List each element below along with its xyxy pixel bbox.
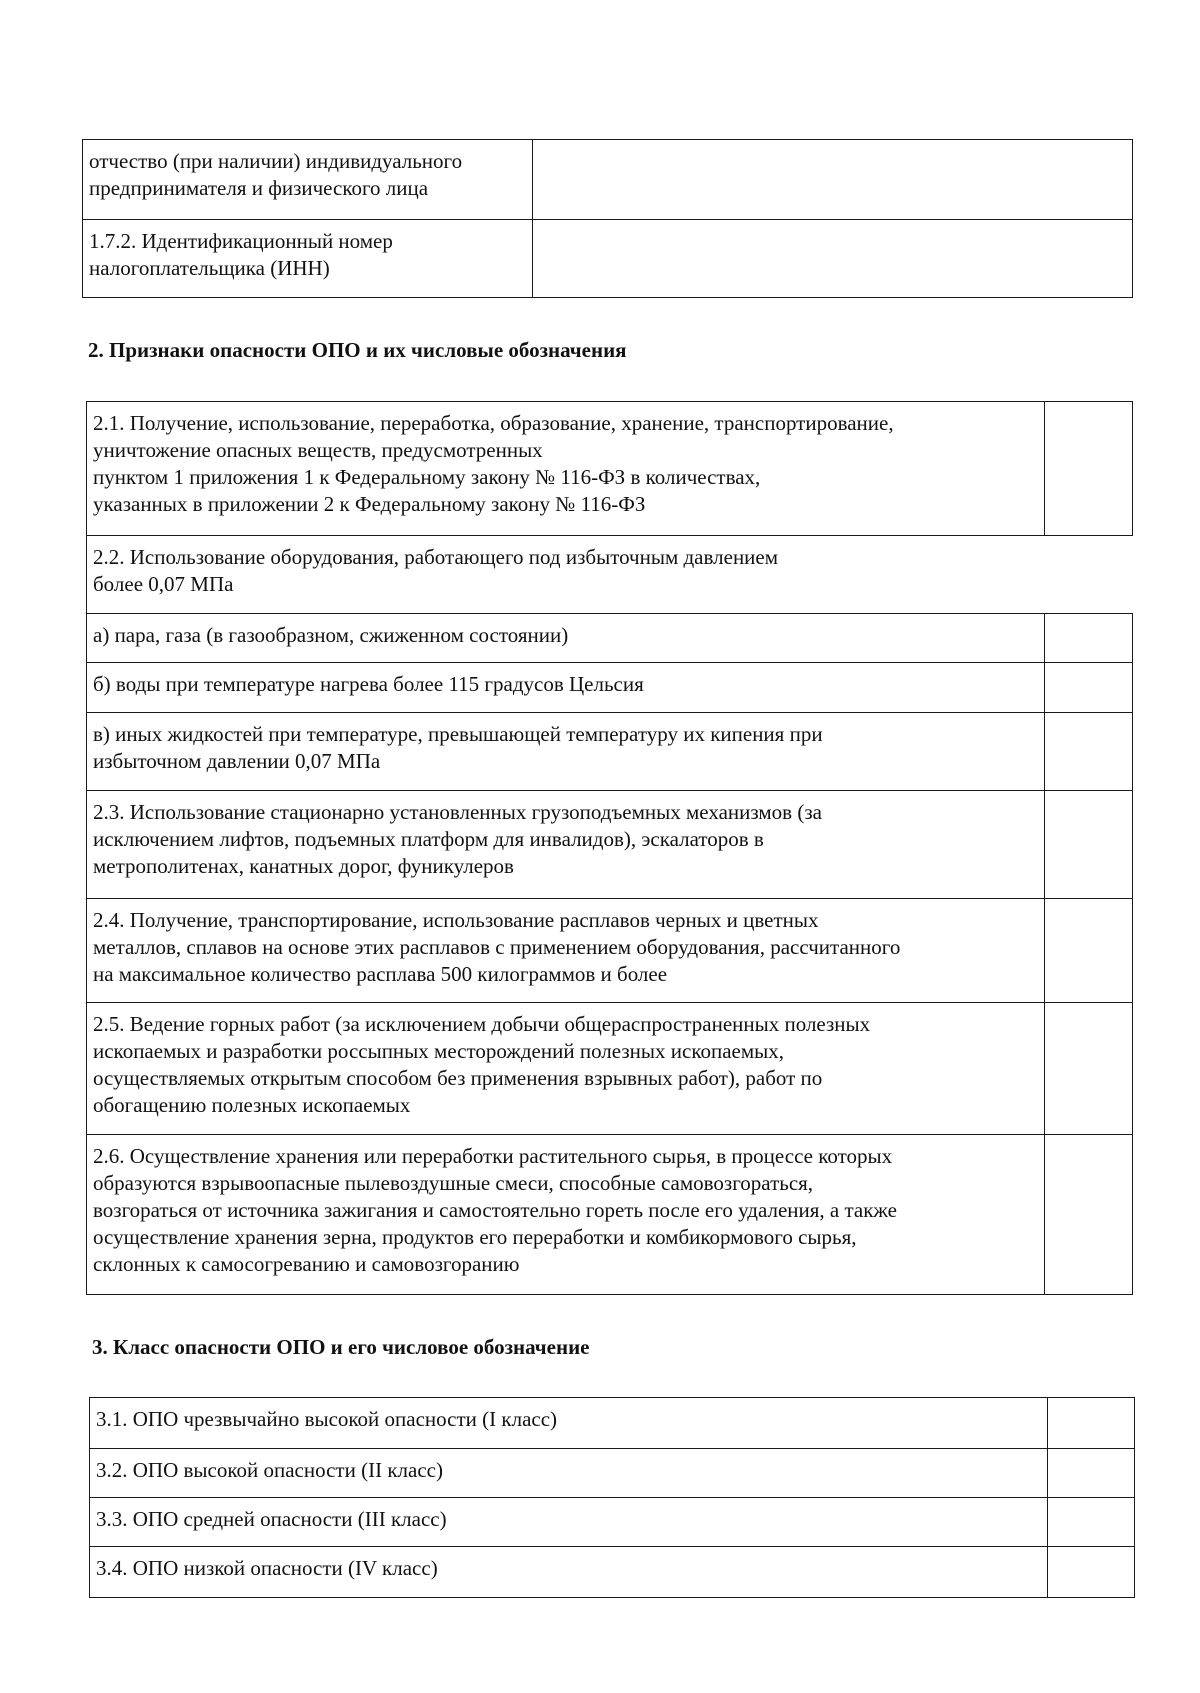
table-row: [87, 663, 1133, 713]
feature-value-cell[interactable]: [1045, 1135, 1133, 1295]
value-cell[interactable]: [533, 140, 1133, 220]
table-row: [87, 536, 1133, 614]
class-value-cell[interactable]: [1048, 1547, 1135, 1598]
table-row: [87, 402, 1133, 536]
table-row: [83, 140, 1133, 220]
section-3-heading: 3. Класс опасности ОПО и его числовое обозначение: [92, 1335, 590, 1359]
class-value-cell[interactable]: [1048, 1498, 1135, 1547]
table-row: [90, 1398, 1135, 1449]
class-text: 3.4. ОПО низкой опасности (IV класс): [90, 1547, 1048, 1598]
feature-text: 2.1. Получение, использование, переработка, образование, хранение, транспортирование, уничтожение опасных веществ, предусмотренных пунктом 1 приложения 1 к Федеральному закону № 116-ФЗ в количествах, указанных в приложении 2 к Федеральному закону № 116-ФЗ: [87, 402, 1045, 536]
identity-table: [82, 139, 1133, 298]
feature-value-cell[interactable]: [1045, 899, 1133, 1003]
feature-text: 2.6. Осуществление хранения или переработки растительного сырья, в процессе которых образуются взрывоопасные пылевоздушные смеси, способные самовозгораться, возгораться от источника зажигания и самостоятельно гореть после его удаления, а также осуществление хранения зерна, продуктов его переработки и комбикормового сырья, склонных к самосогреванию и самовозгоранию: [87, 1135, 1045, 1295]
feature-text: б) воды при температуре нагрева более 115 градусов Цельсия: [87, 663, 1045, 713]
row-label: отчество (при наличии) индивидуального предпринимателя и физического лица: [83, 140, 533, 220]
table-row: [83, 220, 1133, 298]
feature-text: 2.4. Получение, транспортирование, использование расплавов черных и цветных металлов, сплавов на основе этих расплавов с применением оборудования, рассчитанного на максимальное количество расплава 500 килограммов и более: [87, 899, 1045, 1003]
class-text: 3.3. ОПО средней опасности (III класс): [90, 1498, 1048, 1547]
table-row: [90, 1449, 1135, 1498]
feature-value-cell[interactable]: [1045, 1003, 1133, 1135]
table-row: [90, 1498, 1135, 1547]
section-2-heading: 2. Признаки опасности ОПО и их числовые обозначения: [88, 338, 627, 362]
table-row: [87, 899, 1133, 1003]
feature-value-cell[interactable]: [1045, 614, 1133, 663]
table-row: [90, 1547, 1135, 1598]
feature-text: 2.5. Ведение горных работ (за исключением добычи общераспространенных полезных ископаемых и разработки россыпных месторождений полезных ископаемых, осуществляемых открытым способом без применения взрывных работ), работ по обогащению полезных ископаемых: [87, 1003, 1045, 1135]
class-text: 3.2. ОПО высокой опасности (II класс): [90, 1449, 1048, 1498]
class-value-cell[interactable]: [1048, 1398, 1135, 1449]
row-label: 1.7.2. Идентификационный номер налогоплательщика (ИНН): [83, 220, 533, 298]
table-row: [87, 791, 1133, 899]
table-row: [87, 1135, 1133, 1295]
hazard-class-table: [89, 1397, 1135, 1598]
value-cell[interactable]: [533, 220, 1133, 298]
feature-value-cell[interactable]: [1045, 402, 1133, 536]
hazard-features-table: [86, 401, 1133, 1295]
table-row: [87, 1003, 1133, 1135]
class-text: 3.1. ОПО чрезвычайно высокой опасности (I класс): [90, 1398, 1048, 1449]
feature-text: 2.2. Использование оборудования, работающего под избыточным давлением более 0,07 МПа: [87, 536, 1133, 614]
feature-value-cell[interactable]: [1045, 791, 1133, 899]
feature-text: 2.3. Использование стационарно установленных грузоподъемных механизмов (за исключением лифтов, подъемных платформ для инвалидов), эскалаторов в метрополитенах, канатных дорог, фуникулеров: [87, 791, 1045, 899]
class-value-cell[interactable]: [1048, 1449, 1135, 1498]
table-row: [87, 614, 1133, 663]
feature-text: а) пара, газа (в газообразном, сжиженном состоянии): [87, 614, 1045, 663]
feature-value-cell[interactable]: [1045, 713, 1133, 791]
table-row: [87, 713, 1133, 791]
feature-text: в) иных жидкостей при температуре, превышающей температуру их кипения при избыточном давлении 0,07 МПа: [87, 713, 1045, 791]
feature-value-cell[interactable]: [1045, 663, 1133, 713]
